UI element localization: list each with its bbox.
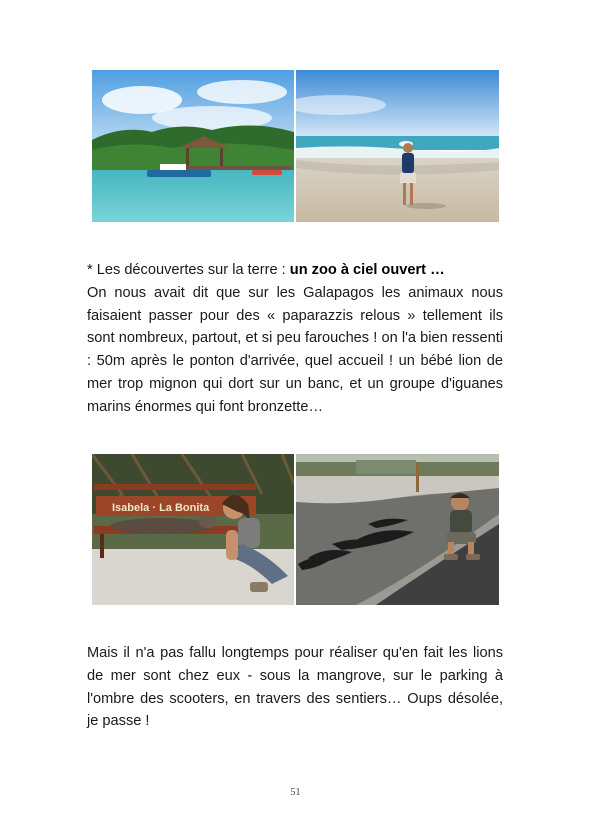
photo-lagoon-pier bbox=[92, 70, 294, 222]
page-number: 51 bbox=[290, 787, 301, 798]
paragraph-intro: * Les découvertes sur la terre : bbox=[87, 262, 290, 278]
bench-sign-text: Isabela · La Bonita bbox=[112, 502, 210, 514]
photo-sea-lion-bench bbox=[92, 454, 294, 605]
paragraph-body: On nous avait dit que sur les Galapagos les animaux nous faisaient passer pour des « paparazzis relous » tellement ils sont nombreux, partout, et si peu farouches ! on l'a bien ressenti : 50m après le ponton d'arrivée, quel accueil ! un bébé lion de mer trop mignon qui dort sur un banc, et un groupe d'iguanes marins énormes qui font bronzette… bbox=[87, 284, 503, 415]
paragraph-discoveries bbox=[87, 259, 503, 419]
photo-marine-iguanas bbox=[296, 454, 499, 605]
paragraph-sea-lions: Mais il n'a pas fallu longtemps pour réaliser qu'en fait les lions de mer sont chez eux - sous la mangrove, sur le parking à l'ombre des scooters, en travers des sentiers… Oups désolée, je passe ! bbox=[87, 645, 503, 730]
photo-beach-walk bbox=[296, 70, 499, 222]
paragraph-highlight: un zoo à ciel ouvert … bbox=[289, 262, 445, 278]
